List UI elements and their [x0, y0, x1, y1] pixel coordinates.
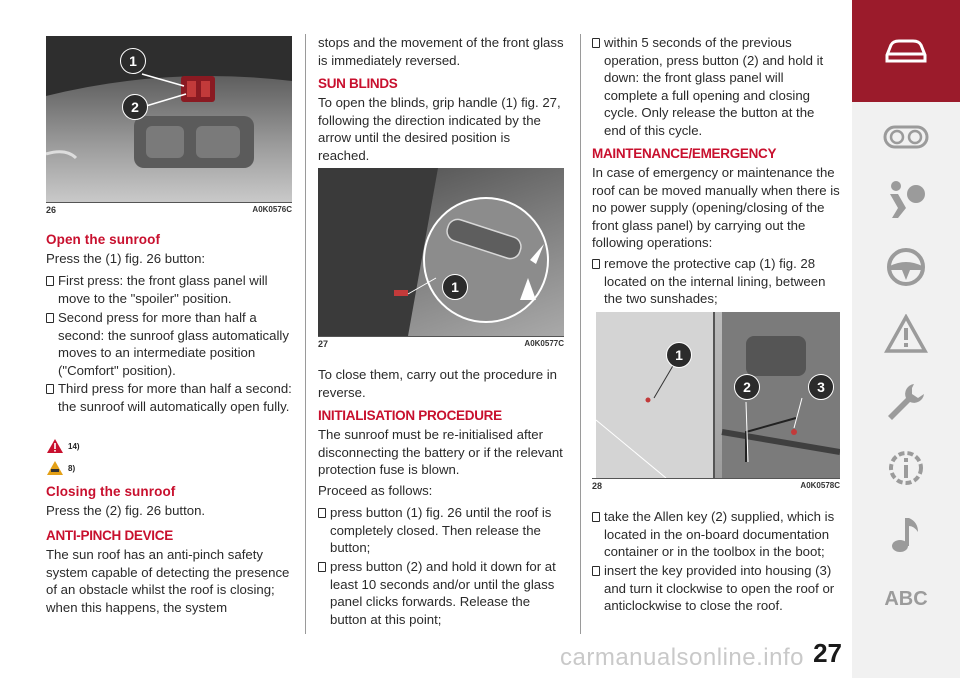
page-number: 27 [813, 638, 842, 668]
wrench-icon [884, 380, 928, 424]
caution-triangle-icon [46, 460, 64, 476]
sidebar-item-servicing[interactable] [852, 380, 960, 424]
callout-3: 3 [808, 374, 834, 400]
column-divider [580, 34, 581, 634]
steering-wheel-icon [885, 246, 927, 288]
sidebar-item-emergency[interactable] [852, 314, 960, 354]
figure-caption-rule [318, 336, 564, 337]
figure-code: A0K0578C [800, 481, 840, 490]
warning-triangle-icon [46, 438, 64, 454]
dashboard-icon [883, 124, 929, 150]
initialisation-text: The sunroof must be re-initialised after disconnecting the battery or if the relevant protection fuse is blown. [318, 427, 563, 477]
sidebar-item-car[interactable] [852, 0, 960, 102]
open-sunroof-intro: Press the (1) fig. 26 button: [46, 251, 206, 266]
initialisation-heading: INITIALISATION PROCEDURE [318, 408, 502, 423]
chapter-sidebar [852, 0, 960, 678]
bullet-item: Third press for more than half a second: the sunroof will automatically open fully. [46, 380, 292, 415]
bullet-item: Second press for more than half a second: the sunroof glass automatically moves to an intermediate position ("Comfort" position). [46, 309, 292, 379]
figure-number: 26 [46, 205, 57, 215]
abc-index-label: ABC [884, 588, 928, 610]
sidebar-item-technical[interactable] [852, 446, 960, 490]
callout-1: 1 [120, 48, 146, 74]
gear-info-icon [884, 446, 928, 490]
figure-code: A0K0577C [524, 339, 564, 348]
sidebar-item-safety[interactable] [852, 178, 960, 220]
figure-caption-rule [46, 202, 292, 203]
antipinch-text-continued: stops and the movement of the front glass is immediately reversed. [318, 35, 564, 68]
callout-1: 1 [442, 274, 468, 300]
proceed-text: Proceed as follows: [318, 483, 433, 498]
airbag-icon [884, 178, 928, 220]
antipinch-heading: ANTI-PINCH DEVICE [46, 528, 173, 543]
caution-note-8: 8) [46, 460, 75, 476]
bullet-item: remove the protective cap (1) fig. 28 located on the internal lining, between the two sunshades; [592, 255, 840, 308]
roof-lining-drawing [596, 312, 840, 478]
figure-caption-rule [592, 478, 840, 479]
close-sunroof-text: Press the (2) fig. 26 button. [46, 503, 206, 518]
sidebar-item-dashboard[interactable] [852, 124, 960, 150]
music-note-icon [888, 512, 924, 556]
overhead-console-drawing [46, 36, 292, 202]
bullet-item: press button (1) fig. 26 until the roof is completely closed. Then release the button; [318, 504, 564, 557]
callout-2: 2 [734, 374, 760, 400]
figure-number: 27 [318, 339, 329, 349]
sun-blinds-heading: SUN BLINDS [318, 76, 398, 91]
sidebar-item-driving[interactable] [852, 246, 960, 288]
figure-27-image [318, 168, 564, 336]
open-sunroof-heading: Open the sunroof [46, 232, 161, 247]
sidebar-item-multimedia[interactable] [852, 512, 960, 556]
watermark: carmanualsonline.info [560, 644, 804, 671]
close-sunroof-heading: Closing the sunroof [46, 484, 176, 499]
car-icon [883, 37, 929, 65]
warning-note-14: 14) [46, 438, 80, 454]
bullet-item: within 5 seconds of the previous operation, press button (2) and hold it down: the front glass panel will complete a full opening and closing cycle. Only release the button at the end of this cycle. [592, 34, 840, 139]
figure-28-image [596, 312, 840, 478]
close-blinds-text: To close them, carry out the procedure in reverse. [318, 367, 557, 400]
bullet-item: insert the key provided into housing (3) and turn it clockwise to open the roof or anticlockwise to close the roof. [592, 562, 840, 615]
sun-blinds-text: To open the blinds, grip handle (1) fig. 27, following the direction indicated by the arrow until the desired position is reached. [318, 95, 561, 163]
figure-26-image [46, 36, 292, 202]
callout-1: 1 [666, 342, 692, 368]
bullet-item: First press: the front glass panel will move to the "spoiler" position. [46, 272, 292, 307]
figure-code: A0K0576C [252, 205, 292, 214]
sun-blind-drawing [318, 168, 564, 336]
figure-number: 28 [592, 481, 603, 491]
bullet-item: press button (2) and hold it down for at least 10 seconds and/or until the glass panel clicks forwards. Release the button at this point; [318, 558, 564, 628]
maintenance-heading: MAINTENANCE/EMERGENCY [592, 146, 777, 161]
warning-triangle-icon [884, 314, 928, 354]
maintenance-text: In case of emergency or maintenance the roof can be moved manually when there is no power supply (opening/closing of the front glass panel) by carrying out the following operations: [592, 165, 840, 250]
callout-2: 2 [122, 94, 148, 120]
antipinch-text: The sun roof has an anti-pinch safety system capable of detecting the presence of an obstacle whilst the roof is closing; when this happens, the system [46, 547, 290, 615]
column-divider [305, 34, 306, 634]
bullet-item: take the Allen key (2) supplied, which is located in the on-board documentation container or in the toolbox in the boot; [592, 508, 840, 561]
sidebar-item-index[interactable] [852, 588, 960, 611]
